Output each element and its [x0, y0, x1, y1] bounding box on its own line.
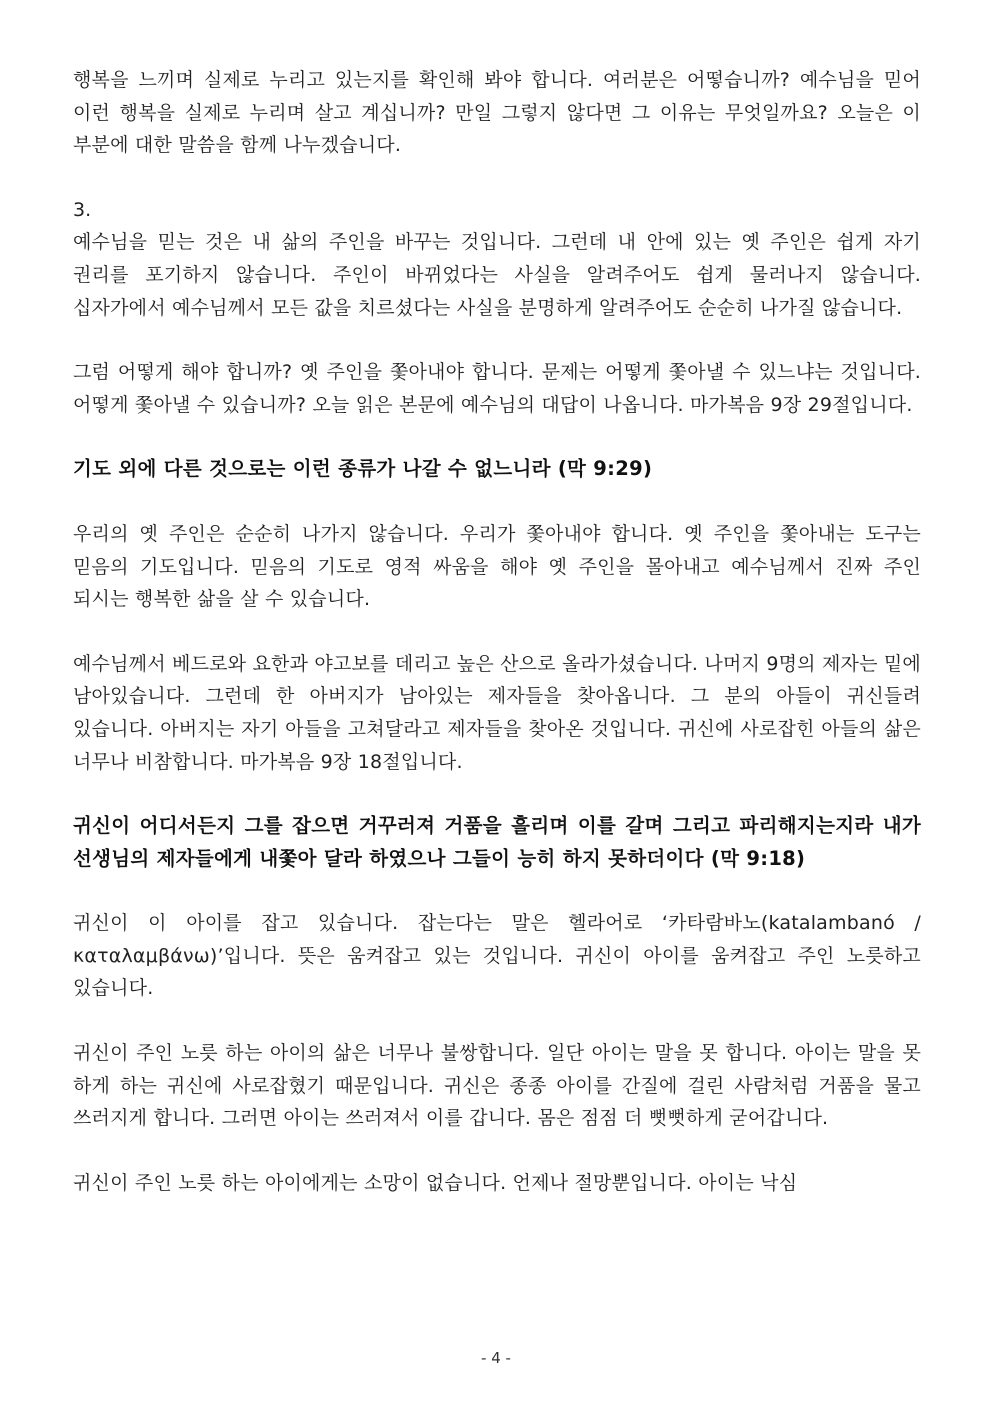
paragraph-cast-out-question: 그럼 어떻게 해야 합니까? 옛 주인을 쫓아내야 합니다. 문제는 어떻게 쫓아낼 수 있느냐는 것입니다. 어떻게 쫓아낼 수 있습니까? 오늘 읽은 본문에 예수님의 대답이 나옵니다. 마가복음 9장 29절입니다. [73, 361, 921, 416]
document-page [73, 64, 921, 1231]
paragraph-mountain-story: 예수님께서 베드로와 요한과 야고보를 데리고 높은 산으로 올라가셨습니다. 나머지 9명의 제자는 밑에 남아있습니다. 그런데 한 아버지가 남아있는 제자들을 찾아옵니다. 그 분의 아들이 귀신들려 있습니다. 아버지는 자기 아들을 고쳐달라고 제자들을 찾아온 것입니다. 귀신에 사로잡힌 아들의 삶은 너무나 비참합니다. 마가복음 9장 18절입니다. [73, 652, 921, 773]
paragraph-happiness-question: 행복을 느끼며 실제로 누리고 있는지를 확인해 봐야 합니다. 여러분은 어떻습니까? 예수님을 믿어 이런 행복을 실제로 누리며 살고 계십니까? 만일 그렇지 않다면 그 이유는 무엇일까요? 오늘은 이 부분에 대한 말씀을 함께 나누겠습니다. [73, 69, 921, 157]
page-number: - 4 - [481, 1349, 511, 1367]
paragraph-changing-master: 예수님을 믿는 것은 내 삶의 주인을 바꾸는 것입니다. 그런데 내 안에 있는 옛 주인은 쉽게 자기 권리를 포기하지 않습니다. 주인이 바뀌었다는 사실을 알려주어도 쉽게 물러나지 않습니다. 십자가에서 예수님께서 모든 값을 치르셨다는 사실을 분명하게 알려주어도 순순히 나가질 않습니다. [73, 231, 921, 319]
paragraph-prayer-of-faith: 우리의 옛 주인은 순순히 나가지 않습니다. 우리가 쫓아내야 합니다. 옛 주인을 쫓아내는 도구는 믿음의 기도입니다. 믿음의 기도로 영적 싸움을 해야 옛 주인을 몰아내고 예수님께서 진짜 주인 되시는 행복한 삶을 살 수 있습니다. [73, 522, 921, 611]
paragraph-child-suffering: 귀신이 주인 노릇 하는 아이의 삶은 너무나 불쌍합니다. 일단 아이는 말을 못 합니다. 아이는 말을 못 하게 하는 귀신에 사로잡혔기 때문입니다. 귀신은 종종 아이를 간질에 걸린 사람처럼 거품을 물고 쓰러지게 합니다. 그러면 아이는 쓰러져서 이를 갑니다. 몸은 점점 더 뻣뻣하게 굳어갑니다. [73, 1042, 921, 1130]
paragraph-katalambano: 귀신이 이 아이를 잡고 있습니다. 잡는다는 말은 헬라어로 ‘카타람바노(katalambanó / καταλαμβάνω)’입니다. 뜻은 움켜잡고 있는 것입니다. 귀신이 아이를 움켜잡고 주인 노릇하고 있습니다. [73, 912, 921, 1000]
scripture-quote-mark-9-18: 귀신이 어디서든지 그를 잡으면 거꾸러져 거품을 흘리며 이를 갈며 그리고 파리해지는지라 내가 선생님의 제자들에게 내쫓아 달라 하였으나 그들이 능히 하지 못하더이다 (막 9:18) [73, 814, 921, 870]
paragraph-no-hope: 귀신이 주인 노릇 하는 아이에게는 소망이 없습니다. 언제나 절망뿐입니다. 아이는 낙심 [73, 1171, 798, 1194]
section-number: 3. [73, 198, 92, 221]
scripture-quote-mark-9-29: 기도 외에 다른 것으로는 이런 종류가 나갈 수 없느니라 (막 9:29) [73, 457, 653, 481]
